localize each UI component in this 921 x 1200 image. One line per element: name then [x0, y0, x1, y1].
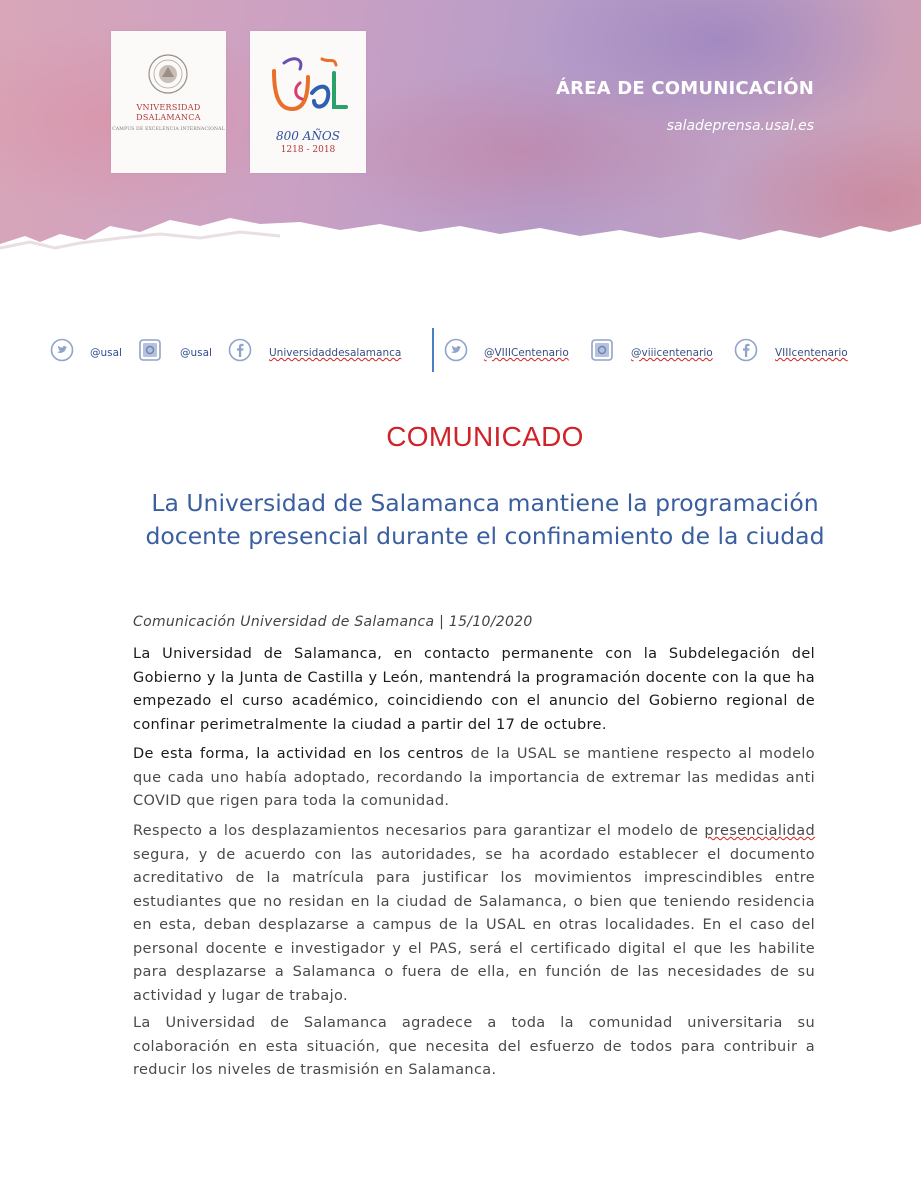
- byline: Comunicación Universidad de Salamanca | 15/10/2020: [133, 614, 533, 630]
- twitter-icon[interactable]: [444, 338, 468, 362]
- paragraph-2: [133, 743, 815, 814]
- paragraph-2-lead: De esta forma, la actividad en los centros: [133, 746, 464, 762]
- logo-800-anos: 800 AÑOS: [276, 129, 340, 143]
- social-divider: [432, 328, 434, 372]
- twitter-viii-label[interactable]: @VIIICentenario: [484, 347, 569, 359]
- usal-800-mark-icon: [264, 53, 352, 127]
- header-banner: [0, 0, 921, 262]
- paragraph-1: La Universidad de Salamanca, en contacto permanente con la Subdelegación del Gobierno y la Junta de Castilla y León, mantendrá la programación docente con la que ha empezado el curso académico, coincidiendo con el anuncio del Gobierno regional de confinar perimetralmente la ciudad a partir del 17 de octubre.: [133, 646, 815, 733]
- facebook-viii-label[interactable]: VIIIcentenario: [775, 347, 848, 359]
- facebook-usal-label[interactable]: Universidaddesalamanca: [269, 347, 402, 359]
- logo-text-vniversidad: VNIVERSIDAD: [136, 103, 201, 112]
- instagram-icon[interactable]: [138, 338, 162, 362]
- university-seal-icon: [147, 53, 189, 95]
- logo-800-years: 1218 - 2018: [280, 145, 336, 155]
- press-room-link[interactable]: saladeprensa.usal.es: [666, 118, 814, 134]
- logo-text-salamanca: DSALAMANCA: [136, 113, 201, 122]
- facebook-icon[interactable]: [734, 338, 758, 362]
- paragraph-3-end: segura, y de acuerdo con las autoridades, se ha acordado establecer el documento acreditativo de la matrícula para justificar los movimientos imprescindibles entre estudiantes que no residan en la ciudad de Salamanca, o bien que teniendo residencia en esta, deban desplazarse a campus de la USAL en otras localidades. En el caso del personal docente e investigador y el PAS, será el certificado digital el que les habilite para desplazarse a Salamanca o fuera de ella, en función de las necesidades de su actividad y lugar de trabajo.: [133, 846, 815, 1004]
- torn-paper-edge: [0, 196, 921, 262]
- paragraph-3-start: Respecto a los desplazamientos necesarios para garantizar el modelo de: [133, 823, 705, 839]
- paragraph-2-rest: de la USAL se mantiene respecto al modelo que cada uno había adoptado, recordando la importancia de extremar las medidas anti COVID que rigen para toda la comunidad.: [133, 746, 815, 809]
- twitter-icon[interactable]: [50, 338, 74, 362]
- instagram-icon[interactable]: [590, 338, 614, 362]
- spellcheck-word: presencialidad: [704, 823, 815, 839]
- area-title: ÁREA DE COMUNICACIÓN: [555, 78, 814, 99]
- page-title: COMUNICADO: [386, 421, 584, 452]
- instagram-usal-label[interactable]: @usal: [180, 347, 212, 359]
- paragraph-3: [133, 820, 815, 1008]
- logo-text-campus: CAMPUS DE EXCELENCIA INTERNACIONAL: [112, 127, 225, 132]
- press-release-headline: La Universidad de Salamanca mantiene la programación docente presencial durante el confinamiento de la ciudad: [145, 489, 825, 550]
- twitter-usal-label[interactable]: @usal: [90, 347, 122, 359]
- instagram-viii-label[interactable]: @viiicentenario: [631, 347, 713, 359]
- social-links-bar: [48, 338, 868, 368]
- 800-anos-logo[interactable]: [250, 31, 366, 173]
- facebook-icon[interactable]: [228, 338, 252, 362]
- paragraph-4: La Universidad de Salamanca agradece a toda la comunidad universitaria su colaboración en esta situación, que necesita del esfuerzo de todos para contribuir a reducir los niveles de trasmisión en Salamanca.: [133, 1015, 815, 1078]
- usal-logo[interactable]: [111, 31, 226, 173]
